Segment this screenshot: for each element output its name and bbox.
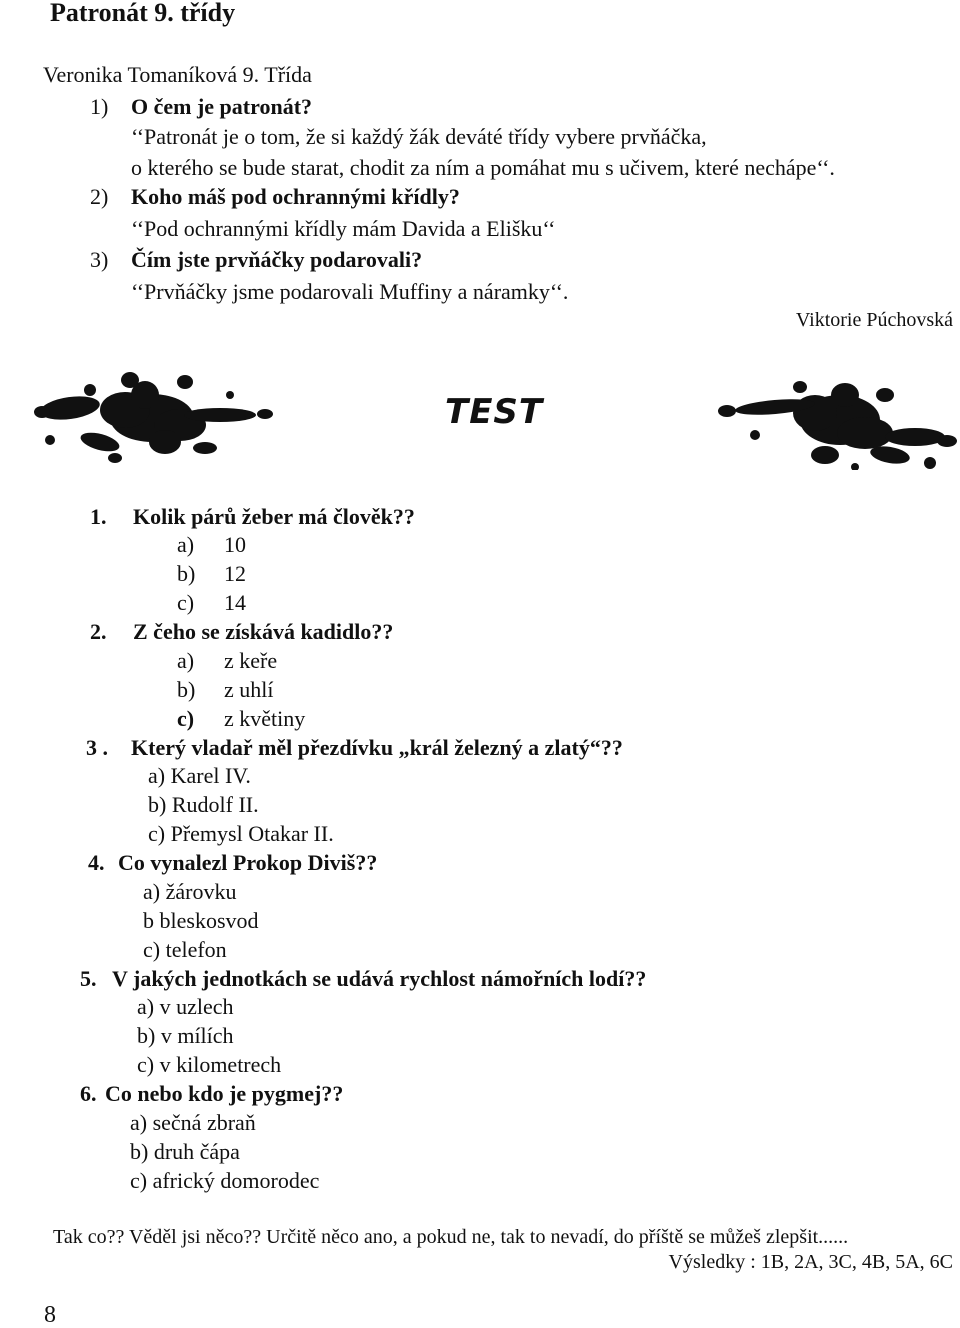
quiz-q6-opt-c: c) africký domorodec — [130, 1168, 320, 1193]
author-line: Veronika Tomaníková 9. Třída — [43, 62, 312, 87]
test-heading: TEST — [445, 392, 544, 432]
interview-q2-number: 2) — [90, 184, 109, 209]
quiz-q1-opt-b-text: 12 — [224, 561, 246, 586]
interview-a3-line1: ‘‘Prvňáčky jsme podarovali Muffiny a náramky‘‘. — [131, 279, 569, 304]
quiz-q1-opt-a-text: 10 — [224, 532, 246, 557]
results-line: Výsledky : 1B, 2A, 3C, 4B, 5A, 6C — [668, 1251, 953, 1273]
page-number: 8 — [44, 1302, 56, 1328]
quiz-q3-opt-b: b) Rudolf II. — [148, 792, 259, 817]
interview-q3-text: Čím jste prvňáčky podarovali? — [131, 247, 423, 272]
quiz-q6-opt-b: b) druh čápa — [130, 1139, 240, 1164]
quiz-q4-opt-b: b bleskosvod — [143, 908, 259, 933]
ink-blot-icon — [715, 375, 960, 470]
quiz-q1-opt-c-text: 14 — [224, 590, 246, 615]
quiz-q4-opt-a: a) žárovku — [143, 879, 237, 904]
quiz-q4-number: 4. — [88, 850, 105, 875]
quiz-q1-opt-c-label: c) — [177, 590, 195, 615]
interview-q2-text: Koho máš pod ochrannými křídly? — [131, 184, 460, 209]
quiz-q5-opt-a: a) v uzlech — [137, 994, 234, 1019]
quiz-q2-opt-a-text: z keře — [224, 648, 278, 673]
page-title: Patronát 9. třídy — [50, 0, 236, 27]
ink-blot-icon — [30, 370, 275, 465]
quiz-q2-opt-c-text: z květiny — [224, 706, 306, 731]
quiz-q3-opt-a: a) Karel IV. — [148, 763, 251, 788]
quiz-q3-opt-c: c) Přemysl Otakar II. — [148, 821, 334, 846]
interview-a2-line1: ‘‘Pod ochrannými křídly mám Davida a Elišku‘‘ — [131, 216, 556, 241]
quiz-q2-opt-b-label: b) — [177, 677, 196, 702]
quiz-q6-opt-a: a) sečná zbraň — [130, 1110, 256, 1135]
quiz-q1-number: 1. — [90, 504, 107, 529]
quiz-q1-text: Kolik párů žeber má člověk?? — [133, 504, 415, 529]
quiz-q1-opt-a-label: a) — [177, 532, 195, 557]
quiz-q6-number: 6. — [80, 1081, 97, 1106]
quiz-q1-opt-b-label: b) — [177, 561, 196, 586]
quiz-q2-opt-a-label: a) — [177, 648, 195, 673]
interview-q3-number: 3) — [90, 247, 109, 272]
quiz-q2-opt-b-text: z uhlí — [224, 677, 274, 702]
quiz-q4-opt-c: c) telefon — [143, 937, 227, 962]
quiz-q3-text: Který vladař měl přezdívku „král železný a zlatý“?? — [131, 735, 623, 760]
closing-text: Tak co?? Věděl jsi něco?? Určitě něco ano, a pokud ne, tak to nevadí, do příště se můžeš zlepšit...... — [53, 1226, 849, 1248]
interview-a1-line2: o kterého se bude starat, chodit za ním a pomáhat mu s učivem, které nechápe‘‘. — [131, 155, 835, 180]
quiz-q4-text: Co vynalezl Prokop Diviš?? — [118, 850, 378, 875]
interview-a1-line1: ‘‘Patronát je o tom, že si každý žák deváté třídy vybere prvňáčka, — [131, 124, 707, 149]
signature: Viktorie Púchovská — [795, 309, 953, 331]
interview-q1-text: O čem je patronát? — [131, 94, 313, 119]
quiz-q5-number: 5. — [80, 966, 97, 991]
interview-q1-number: 1) — [90, 94, 109, 119]
quiz-q5-opt-c: c) v kilometrech — [137, 1052, 282, 1077]
quiz-q6-text: Co nebo kdo je pygmej?? — [105, 1081, 344, 1106]
quiz-q5-text: V jakých jednotkách se udává rychlost námořních lodí?? — [112, 966, 647, 991]
quiz-q2-text: Z čeho se získává kadidlo?? — [133, 619, 394, 644]
quiz-q2-number: 2. — [90, 619, 107, 644]
quiz-q5-opt-b: b) v mílích — [137, 1023, 234, 1048]
quiz-q3-number: 3 . — [86, 735, 108, 760]
quiz-q2-opt-c-label: c) — [177, 706, 195, 731]
